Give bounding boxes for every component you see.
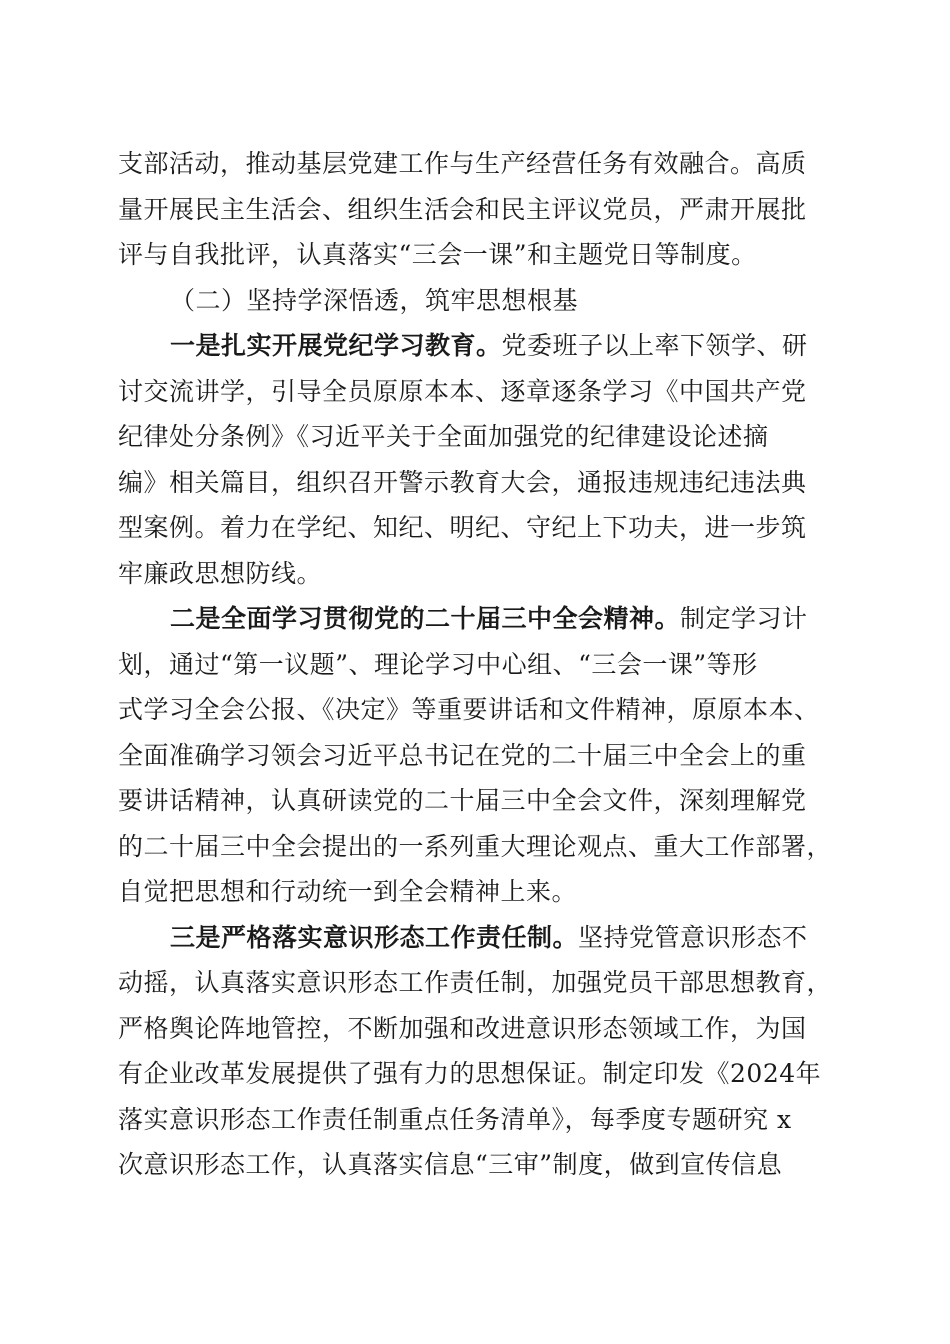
paragraph-lead: 二是全面学习贯彻党的二十届三中全会精神。 xyxy=(170,604,681,633)
text-line: 式学习全会公报、《决定》等重要讲话和文件精神，原原本本、 xyxy=(118,695,820,724)
text-line: 全面准确学习领会习近平总书记在党的二十届三中全会上的重 xyxy=(118,740,807,770)
paragraph-text: 制定学习计 xyxy=(680,604,808,633)
text-line: 型案例。着力在学纪、知纪、明纪、守纪上下功夫，进一步筑 xyxy=(118,513,807,542)
text-line: 动摇，认真落实意识形态工作责任制，加强党员干部思想教育， xyxy=(118,968,833,997)
paragraph-first-line xyxy=(118,596,838,642)
text-line: 纪律处分条例》《习近平关于全面加强党的纪律建设论述摘 xyxy=(118,422,769,451)
text-line: 评与自我批评，认真落实“三会一课”和主题党日等制度。 xyxy=(118,240,757,269)
text-line: 的二十届三中全会提出的一系列重大理论观点、重大工作部署， xyxy=(118,831,833,861)
text-line: 量开展民主生活会、组织生活会和民主评议党员，严肃开展批 xyxy=(118,194,807,224)
paragraph-first-line xyxy=(118,915,838,961)
text-line: 划，通过“第一议题”、理论学习中心组、“三会一课”等形 xyxy=(118,649,758,679)
text-line: 严格舆论阵地管控，不断加强和改进意识形态领域工作，为国 xyxy=(118,1013,807,1043)
text-line: 自觉把思想和行动统一到全会精神上来。 xyxy=(118,877,578,906)
section-heading: （二）坚持学深悟透，筑牢思想根基 xyxy=(170,285,579,315)
text-line: 落实意识形态工作责任制重点任务清单》，每季度专题研究 x xyxy=(118,1104,792,1134)
text-line: 有企业改革发展提供了强有力的思想保证。制定印发《2024年 xyxy=(118,1059,822,1088)
paragraph-first-line xyxy=(118,323,838,369)
paragraph-lead: 一是扎实开展党纪学习教育。 xyxy=(170,331,502,360)
text-line: 牢廉政思想防线。 xyxy=(118,558,323,588)
text-line: 支部活动，推动基层党建工作与生产经营任务有效融合。高质 xyxy=(118,149,807,178)
text-line: 讨交流讲学，引导全员原原本本、逐章逐条学习《中国共产党 xyxy=(118,376,807,406)
text-line: 次意识形态工作，认真落实信息“三审”制度，做到宣传信息 xyxy=(118,1150,783,1179)
paragraph-lead: 三是严格落实意识形态工作责任制。 xyxy=(170,922,579,952)
text-line: 编》相关篇目，组织召开警示教育大会，通报违规违纪违法典 xyxy=(118,467,807,497)
document-body xyxy=(118,141,838,1188)
paragraph-text: 坚持党管意识形态不 xyxy=(578,922,808,952)
text-line: 要讲话精神，认真研读党的二十届三中全会文件，深刻理解党 xyxy=(118,786,807,815)
paragraph-text: 党委班子以上率下领学、研 xyxy=(501,331,808,360)
